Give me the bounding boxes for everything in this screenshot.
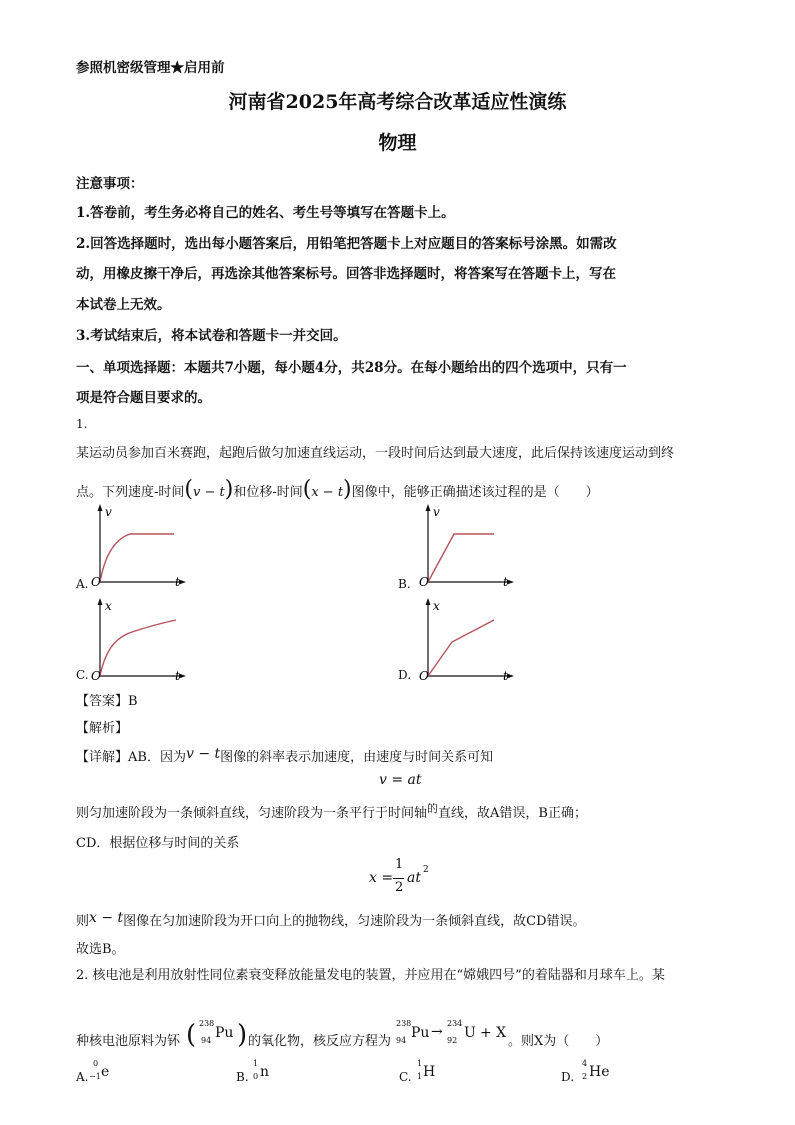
- question-1-stem-line1: 某运动员参加百米赛跑，起跑后做匀加速直线运动，一段时间后达到最大速度，此后保持该速度运动到终: [76, 446, 675, 461]
- note-1: 1.答卷前，考生务必将自己的姓名、考生号等填写在答题卡上。: [76, 205, 455, 221]
- reactant-mass-number: 238: [396, 1019, 412, 1028]
- mass-number: 4: [582, 1059, 588, 1068]
- fraction-bar: [393, 878, 404, 879]
- x-axis-label: t: [175, 575, 180, 589]
- option-b-graph: [400, 500, 520, 592]
- detail-text-a: 【详解】AB．因为: [76, 750, 186, 765]
- product-symbol: U: [464, 1025, 476, 1041]
- xt-symbol: x − t: [311, 485, 344, 500]
- option-label: C.: [399, 1070, 412, 1084]
- option-label: D.: [561, 1070, 575, 1084]
- option-c-graph: [72, 594, 192, 686]
- eq-rhs: at: [407, 870, 421, 886]
- q2-option-a: [76, 1058, 156, 1088]
- equation-x-half-at2: [369, 857, 439, 901]
- pu-mass-number: 238: [199, 1019, 215, 1028]
- paren-close: ): [224, 477, 234, 502]
- pu-symbol: Pu: [215, 1025, 234, 1041]
- product-mass-number: 234: [447, 1019, 463, 1028]
- reactant-symbol: Pu: [411, 1025, 430, 1041]
- q2-text-b: 的氧化物，核反应方程为: [248, 1034, 392, 1049]
- q2-option-b: [236, 1058, 316, 1088]
- origin-label: O: [419, 575, 429, 589]
- confidential-label: 参照机密级管理★启用前: [76, 60, 225, 76]
- origin-label: O: [91, 669, 101, 683]
- particle-symbol: H: [423, 1064, 436, 1080]
- y-axis-arrow: [98, 504, 103, 511]
- y-axis-label: v: [433, 505, 440, 519]
- particle-symbol: n: [260, 1064, 270, 1080]
- question-1-stem-line2: [76, 477, 599, 502]
- vt-symbol: v − t: [185, 746, 221, 762]
- paren-open: (: [186, 1020, 197, 1050]
- y-axis-arrow: [426, 504, 431, 511]
- detail-text-c: 则匀加速阶段为一条倾斜直线，匀速阶段为一条平行于时间轴: [76, 806, 428, 821]
- x-axis-label: t: [503, 575, 508, 589]
- particle-symbol: He: [589, 1064, 610, 1080]
- paren-open: (: [184, 477, 193, 502]
- q2-text-c: 。则X为（ ）: [508, 1034, 609, 1049]
- choose-line: 故选B。: [76, 942, 125, 957]
- option-label: A.: [76, 1070, 89, 1084]
- x-axis-arrow: [179, 580, 186, 585]
- option-b-curve: [428, 534, 494, 582]
- atomic-number: 1: [417, 1072, 423, 1081]
- q2-option-d: [561, 1058, 641, 1088]
- note-3: 3.考试结束后，将本试卷和答题卡一并交回。: [76, 328, 347, 344]
- q2-option-c: [399, 1058, 479, 1088]
- y-axis-label: x: [433, 599, 440, 613]
- answer-label: 【答案】B: [76, 694, 138, 709]
- question-2-line1: 2. 核电池是利用放射性同位素衰变释放能量发电的装置，并应用在“嫦娥四号”的着陆器和月球车上。某: [76, 968, 665, 983]
- section-1-line1: 一、单项选择题：本题共7小题，每小题4分，共28分。在每小题给出的四个选项中，只有一: [76, 360, 627, 376]
- exam-title: 河南省2025年高考综合改革适应性演练: [228, 91, 567, 113]
- note-2-line3: 本试卷上无效。: [76, 297, 171, 313]
- analysis-label: 【解析】: [76, 721, 129, 736]
- y-axis-label: v: [105, 505, 112, 519]
- particle-symbol: e: [101, 1064, 110, 1080]
- paren-open: (: [302, 477, 312, 502]
- pu-atomic-number: 94: [201, 1036, 212, 1045]
- option-d-curve: [428, 620, 494, 676]
- x-axis-arrow: [507, 580, 514, 585]
- question-2-line2: [76, 1020, 716, 1054]
- x-axis-arrow: [179, 674, 186, 679]
- reactant-atomic-number: 94: [396, 1036, 407, 1045]
- option-a-label: A.: [76, 577, 89, 591]
- option-c-label: C.: [76, 668, 89, 682]
- mass-number: 0: [93, 1059, 99, 1068]
- atomic-number: 2: [582, 1072, 588, 1081]
- detail-text-f: 图像在匀加速阶段为开口向上的抛物线，匀速阶段为一条倾斜直线，故CD错误。: [123, 914, 586, 929]
- mass-number: 1: [253, 1059, 259, 1068]
- option-d-graph: [400, 594, 520, 686]
- question-1-number: 1.: [76, 417, 88, 431]
- option-a-graph: [72, 500, 192, 592]
- y-axis-arrow: [98, 598, 103, 605]
- detail-text-de: 的: [427, 802, 439, 815]
- paren-close: ): [237, 1020, 248, 1050]
- x-axis-label: t: [175, 669, 180, 683]
- notes-heading: 注意事项：: [76, 176, 144, 192]
- note-2-line1: 2.回答选择题时，选出每小题答案后，用铅笔把答题卡上对应题目的答案标号涂黑。如需改: [76, 236, 617, 252]
- y-axis-arrow: [426, 598, 431, 605]
- q2-text-a: 种核电池原料为钚: [76, 1034, 181, 1049]
- subject-title: 物理: [378, 132, 417, 154]
- detail-text-d: 直线，故A错误，B正确；: [438, 806, 587, 821]
- detail-text-b: 图像的斜率表示加速度，由速度与时间关系可知: [220, 750, 494, 765]
- origin-label: O: [91, 575, 101, 589]
- equation-v-at: v = at: [379, 772, 422, 788]
- x-axis-arrow: [507, 674, 514, 679]
- atomic-number: −1: [89, 1072, 101, 1081]
- stem-text-c: 图像中，能够正确描述该过程的是（ ）: [351, 485, 599, 500]
- product-x: + X: [480, 1025, 507, 1041]
- stem-text-b: 和位移-时间: [233, 485, 303, 500]
- eq-lhs: x =: [369, 870, 394, 886]
- detail-line3: CD．根据位移与时间的关系: [76, 836, 240, 851]
- detail-line2: [76, 802, 587, 821]
- eq-denominator: 2: [395, 880, 404, 895]
- product-atomic-number: 92: [447, 1036, 458, 1045]
- x-axis-label: t: [503, 669, 508, 683]
- option-b-label: B.: [398, 577, 411, 591]
- option-label: B.: [236, 1070, 249, 1084]
- origin-label: O: [419, 669, 429, 683]
- eq-exponent: 2: [423, 865, 429, 875]
- option-c-curve: [100, 620, 176, 676]
- vt-symbol: v − t: [193, 485, 225, 500]
- reaction-arrow: →: [431, 1024, 443, 1040]
- detail-line1: [76, 746, 493, 765]
- detail-text-e: 则: [76, 914, 90, 929]
- paren-close: ): [343, 477, 352, 502]
- note-2-line2: 动，用橡皮擦干净后，再选涂其他答案标号。回答非选择题时，将答案写在答题卡上，写在: [76, 266, 616, 282]
- detail-line4: [76, 910, 586, 929]
- atomic-number: 0: [253, 1072, 259, 1081]
- xt-symbol: x − t: [89, 910, 124, 926]
- option-a-curve: [100, 534, 174, 582]
- section-1-line2: 项是符合题目要求的。: [76, 390, 211, 406]
- mass-number: 1: [417, 1059, 423, 1068]
- eq-numerator: 1: [395, 857, 404, 872]
- stem-text-a: 点。下列速度-时间: [76, 485, 185, 500]
- option-d-label: D.: [398, 668, 412, 682]
- y-axis-label: x: [105, 599, 112, 613]
